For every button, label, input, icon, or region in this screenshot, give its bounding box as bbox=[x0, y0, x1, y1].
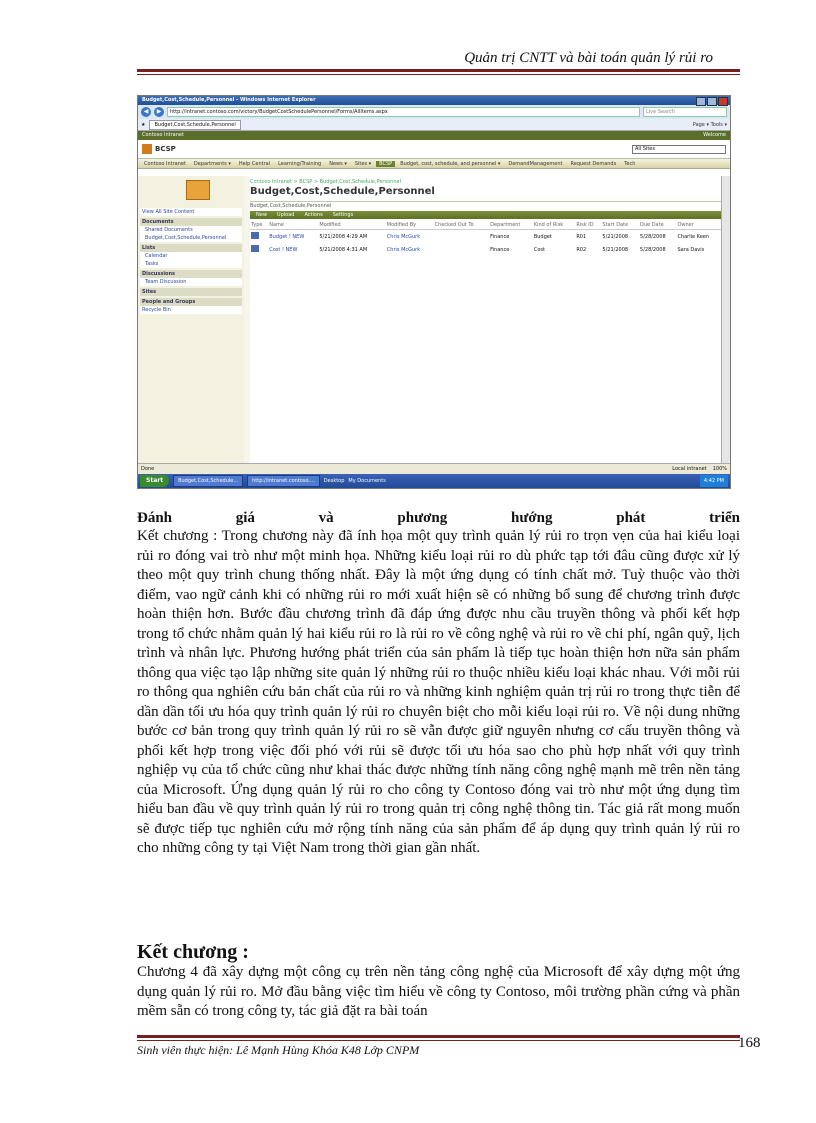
ql-lists[interactable]: Lists bbox=[140, 244, 242, 252]
minimize-icon[interactable] bbox=[696, 97, 706, 106]
desktop-toolbar[interactable]: Desktop bbox=[323, 478, 345, 484]
col-modified-by[interactable]: Modified By bbox=[386, 221, 434, 230]
nav-item[interactable]: Request Demands bbox=[570, 160, 617, 167]
footer-author: Sinh viên thực hiện: Lê Mạnh Hùng Khóa K48 Lớp CNPM bbox=[137, 1043, 420, 1057]
welcome-menu[interactable]: Welcome bbox=[703, 132, 726, 138]
col-start-date[interactable]: Start Date bbox=[601, 221, 639, 230]
status-zone: Local intranet bbox=[672, 466, 707, 472]
start-button[interactable]: Start bbox=[140, 475, 169, 487]
table-row[interactable] bbox=[250, 230, 722, 244]
sp-top-nav bbox=[138, 158, 730, 169]
toolbar-actions-button[interactable]: Actions bbox=[304, 212, 323, 218]
ql-calendar[interactable]: Calendar bbox=[140, 252, 242, 260]
page-title: Budget,Cost,Schedule,Personnel bbox=[250, 186, 435, 197]
cell-modified-by[interactable]: Chris McGurk bbox=[386, 233, 421, 240]
chapter-heading: Kết chương : bbox=[137, 941, 249, 963]
ie-title-bar bbox=[138, 96, 730, 105]
cell-name[interactable]: Budget ! NEW bbox=[269, 233, 305, 240]
status-done: Done bbox=[141, 466, 155, 472]
toolbar-settings-button[interactable]: Settings bbox=[332, 212, 354, 218]
folder-icon bbox=[186, 180, 210, 200]
nav-item[interactable]: Sites ▾ bbox=[354, 160, 372, 167]
sites-select[interactable]: All Sites bbox=[632, 145, 726, 154]
close-icon[interactable] bbox=[718, 97, 728, 106]
cell-name[interactable]: Cost ! NEW bbox=[269, 246, 298, 253]
cell-department: Finance bbox=[490, 233, 510, 240]
ql-discussions[interactable]: Discussions bbox=[140, 270, 242, 278]
sp-body bbox=[138, 176, 722, 464]
cell-owner: Charlie Keen bbox=[677, 233, 710, 240]
cell-start-date: 5/21/2008 bbox=[602, 233, 629, 240]
nav-item[interactable]: News ▾ bbox=[329, 160, 347, 167]
doc-type-icon bbox=[250, 230, 268, 244]
sp-brand-row bbox=[138, 140, 730, 158]
cell-modified: 5/21/2008 4:29 AM bbox=[319, 233, 368, 240]
ie-window-title: Budget,Cost,Schedule,Personnel - Windows Internet Explorer bbox=[142, 97, 316, 103]
footer-rule bbox=[137, 1035, 740, 1038]
cell-risk-id: R02 bbox=[576, 246, 587, 253]
page-number: 168 bbox=[738, 1035, 761, 1051]
embedded-screenshot bbox=[137, 95, 731, 489]
nav-item[interactable]: Departments ▾ bbox=[193, 160, 231, 167]
taskbar-item-intranet[interactable]: http://intranet.contoso.... bbox=[247, 475, 320, 487]
ie-tools-menu[interactable]: Page ▾ Tools ▾ bbox=[692, 121, 727, 128]
body-paragraph-2: Chương 4 đã xây dựng một công cụ trên nền tảng công nghệ của Microsoft để xây dựng một ứng dụng quản lý rủi ro. Mở đầu bằng việc tìm hiểu về công ty Contoso, môi trường phần cứng và phần mềm sẵn có trong công ty, tác giả đặt ra bài toán bbox=[137, 964, 740, 1019]
col-due-date[interactable]: Due Date bbox=[639, 221, 676, 230]
toolbar-new-button[interactable]: New bbox=[256, 212, 267, 218]
cell-checked-out bbox=[434, 230, 489, 244]
address-input[interactable]: http://intranet.contoso.com/victory/BudgetCostSchedulePersonnel/Forms/AllItems.aspx bbox=[167, 107, 640, 117]
maximize-icon[interactable] bbox=[707, 97, 717, 106]
col-department[interactable]: Department bbox=[489, 221, 533, 230]
search-input[interactable]: Live Search bbox=[643, 107, 727, 117]
table-header-row bbox=[250, 221, 722, 230]
col-checked-out[interactable]: Checked Out To bbox=[434, 221, 489, 230]
cell-kind-of-risk: Budget bbox=[533, 233, 552, 240]
body-paragraph-1: Kết chương : Trong chương này đã ính họa một quy trình quản lý rủi ro trọn vẹn của hai kiểu loại rủi ro đóng vai trò như một minh họa. Những kiểu loại rủi ro dù phức tạp tới đâu cũng được xử lý theo một quy trình chung thống nhất. Đây là một ứng dụng có tính chất mở. Tuỳ thuộc vào thời điểm, vao ngữ cảnh khi có những rủi ro mới xuất hiện sẽ có những bổ sung để chương trình được hoàn thiện hơn. Bước đầu chương trình đã đáp ứng được nhu cầu truyền thông và phối kết hợp trong tổ chức nhằm quản lý hai kiểu rủi ro là rủi ro về công nghệ và rủi ro về chi phí, ngân quỹ, lịch trình và nhân lực. Phương hướng phát triển của sản phẩm là tiếp tục hoàn thiện hơn nữa sản phẩm thông qua việc tạo lập những site quản lý những rủi ro thuộc nhiều kiểu loại khác nhau. Với mỗi rủi ro thông qua nghiên cứu bản chất của rủi ro và những kinh nghiệm quản trị rủi ro trong thực tiễn để dần dần tối ưu hóa quy trình quản lý rủi ro chuyên biệt cho mỗi kiểu loại rủi ro. Về nội dung những bước cơ bản trong quy trình quản lý rủi ro sẽ vẫn được giữ nguyên nhưng cơ cấu truyền thông và phối kết hợp trong việc đối phó với rủi sẽ được tối ưu hóa sao cho phù hợp nhất với quy trình nghiệp vụ của tổ chức cũng như khai thác được những tính năng công nghệ mạnh mẽ trên nền tảng của Microsoft. Ứng dụng quản lý rủi ro cho công ty Contoso đóng vai trò như một ứng dụng tìm hiểu ban đầu về quy trình quản lý rủi ro trong quản trị công nghệ thông tin. Tác giả rất mong muốn sẽ được tiếp tục nghiên cứu mở rộng tính năng của sản phẩm để áp dụng quy trình quản lý rủi ro cho những công ty tại Việt Nam trong thời gian gần nhất. bbox=[137, 528, 740, 856]
zoom-control[interactable]: 100% bbox=[712, 466, 727, 472]
cell-start-date: 5/21/2008 bbox=[602, 246, 629, 253]
ql-bcsp-library[interactable]: Budget,Cost,Schedule,Personnel bbox=[140, 234, 242, 242]
toolbar-upload-button[interactable]: Upload bbox=[276, 212, 295, 218]
system-tray-clock: 4:42 PM bbox=[700, 475, 728, 487]
sp-logo-icon bbox=[142, 144, 152, 154]
forward-icon[interactable]: ▶ bbox=[154, 107, 164, 117]
ie-tab-row bbox=[138, 119, 730, 131]
ql-view-all[interactable]: View All Site Content bbox=[140, 208, 242, 216]
sp-top-bar bbox=[138, 131, 730, 140]
sp-main-content bbox=[250, 176, 722, 464]
cell-modified-by[interactable]: Chris McGurk bbox=[386, 246, 421, 253]
col-modified[interactable]: Modified bbox=[318, 221, 385, 230]
ql-documents[interactable]: Documents bbox=[140, 218, 242, 226]
ql-tasks[interactable]: Tasks bbox=[140, 260, 242, 268]
cell-department: Finance bbox=[490, 246, 510, 253]
breadcrumb[interactable]: Contoso Intranet > BCSP > Budget,Cost,Schedule,Personnel bbox=[250, 179, 401, 185]
ql-recycle-bin[interactable]: Recycle Bin bbox=[140, 306, 242, 314]
table-row[interactable] bbox=[250, 243, 722, 256]
nav-item[interactable]: Contoso Intranet bbox=[144, 160, 186, 167]
header-title: Quản trị CNTT và bài toán quản lý rủi ro bbox=[464, 50, 713, 66]
back-icon[interactable]: ◀ bbox=[141, 107, 151, 117]
ql-sites[interactable]: Sites bbox=[140, 288, 242, 296]
my-documents-toolbar[interactable]: My Documents bbox=[348, 478, 386, 484]
cell-modified: 5/21/2008 4:31 AM bbox=[319, 246, 368, 253]
header-rule-thin bbox=[137, 74, 740, 75]
header-rule bbox=[137, 69, 740, 72]
col-risk-id[interactable]: Risk ID bbox=[575, 221, 601, 230]
sp-brand-name[interactable]: BCSP bbox=[155, 145, 176, 153]
ql-team-discussion[interactable]: Team Discussion bbox=[140, 278, 242, 286]
nav-item[interactable]: Budget, cost, schedule, and personnel ▾ bbox=[400, 160, 501, 167]
cell-checked-out bbox=[434, 243, 489, 256]
nav-item[interactable]: Learning/Training bbox=[278, 160, 322, 167]
ql-shared-documents[interactable]: Shared Documents bbox=[140, 226, 242, 234]
doc-type-icon bbox=[250, 243, 268, 256]
col-kind-of-risk[interactable]: Kind of Risk bbox=[533, 221, 575, 230]
col-name[interactable]: Name bbox=[268, 221, 318, 230]
nav-item[interactable]: Tech bbox=[624, 160, 636, 167]
nav-item-active[interactable]: BCSP bbox=[376, 161, 395, 167]
nav-item[interactable]: Help Central bbox=[238, 160, 271, 167]
list-toolbar bbox=[250, 211, 722, 219]
section-heading: Đánh giá và phương hướng phát triển bbox=[137, 510, 740, 526]
quick-launch-list bbox=[140, 208, 242, 314]
status-right bbox=[672, 466, 727, 472]
ie-status-bar bbox=[138, 463, 730, 474]
favorites-icon[interactable]: ★ bbox=[141, 121, 146, 128]
quick-launch bbox=[138, 176, 244, 464]
col-type[interactable]: Type bbox=[250, 221, 268, 230]
list-crumb[interactable]: Budget,Cost,Schedule,Personnel bbox=[250, 201, 722, 209]
cell-kind-of-risk: Cost bbox=[533, 246, 545, 253]
ql-people-groups[interactable]: People and Groups bbox=[140, 298, 242, 306]
col-owner[interactable]: Owner bbox=[676, 221, 722, 230]
nav-item[interactable]: DemandManagement bbox=[508, 160, 563, 167]
sp-site-name[interactable]: Contoso Intranet bbox=[142, 132, 184, 138]
cell-owner: Sara Davis bbox=[677, 246, 705, 253]
cell-due-date: 5/28/2008 bbox=[640, 233, 666, 240]
document-table bbox=[250, 221, 722, 256]
browser-tab[interactable]: Budget,Cost,Schedule,Personnel bbox=[149, 120, 240, 130]
windows-taskbar bbox=[138, 474, 730, 488]
cell-due-date: 5/28/2008 bbox=[640, 246, 666, 253]
window-buttons bbox=[696, 97, 728, 106]
footer-rule-thin bbox=[137, 1040, 740, 1041]
cell-risk-id: R01 bbox=[576, 233, 587, 240]
taskbar-item-ie[interactable]: Budget,Cost,Schedule... bbox=[173, 475, 243, 487]
vertical-scrollbar[interactable] bbox=[721, 176, 730, 464]
ie-address-row bbox=[138, 105, 730, 119]
